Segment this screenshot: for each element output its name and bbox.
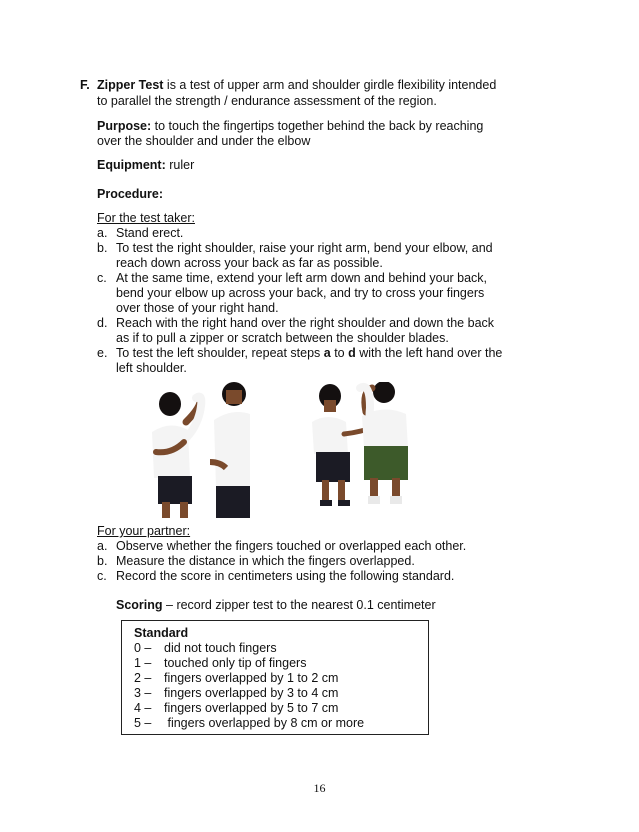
purpose-label: Purpose: xyxy=(97,119,152,133)
section-intro-line-2: to parallel the strength / endurance assessment of the region. xyxy=(97,94,437,108)
standard-row xyxy=(134,686,338,701)
list-item-label: e. xyxy=(97,346,108,360)
standard-description: did not touch fingers xyxy=(164,641,277,655)
step-ref-a: a xyxy=(323,346,331,360)
section-intro-line-1 xyxy=(97,78,496,93)
standard-row xyxy=(134,716,364,731)
list-item-text-post: with the left hand over the xyxy=(355,346,503,360)
scoring-text: – record zipper test to the nearest 0.1 centimeter xyxy=(162,598,436,612)
standard-title: Standard xyxy=(134,626,189,640)
list-item xyxy=(97,241,493,256)
list-item-text: At the same time, extend your left arm down and behind your back, xyxy=(116,271,488,285)
list-item-continuation: left shoulder. xyxy=(116,361,187,375)
purpose-line-2: over the shoulder and under the elbow xyxy=(97,134,311,148)
list-item xyxy=(97,226,183,241)
list-item xyxy=(97,271,487,286)
list-item-label: a. xyxy=(97,539,108,553)
list-item-label: c. xyxy=(97,569,107,583)
list-item-text-pre: To test the left shoulder, repeat steps xyxy=(116,346,324,360)
partner-heading: For your partner: xyxy=(97,524,191,538)
standard-description: fingers overlapped by 1 to 2 cm xyxy=(164,671,339,685)
standard-description: touched only tip of fingers xyxy=(164,656,307,670)
list-item-text: Stand erect. xyxy=(116,226,184,240)
list-item-label: b. xyxy=(97,554,108,568)
standard-score: 1 – xyxy=(134,656,152,670)
standard-description: fingers overlapped by 8 cm or more xyxy=(164,716,365,730)
standard-score: 5 – xyxy=(134,716,152,730)
standard-row xyxy=(134,641,277,656)
standard-description: fingers overlapped by 3 to 4 cm xyxy=(164,686,339,700)
standard-table xyxy=(121,620,429,735)
standard-score: 0 – xyxy=(134,641,152,655)
equipment-label: Equipment: xyxy=(97,158,166,172)
standard-score: 3 – xyxy=(134,686,152,700)
page-number: 16 xyxy=(313,781,326,795)
scoring-label: Scoring xyxy=(116,598,163,612)
list-item xyxy=(97,316,494,331)
equipment-line xyxy=(97,158,194,173)
equipment-value: ruler xyxy=(165,158,195,172)
list-item-text: Record the score in centimeters using the following standard. xyxy=(116,569,455,583)
list-item-text: Reach with the right hand over the right shoulder and down the back xyxy=(116,316,495,330)
procedure-label: Procedure: xyxy=(97,187,163,201)
list-item-label: a. xyxy=(97,226,108,240)
standard-row xyxy=(134,701,338,716)
list-item-continuation: bend your elbow up across your back, and try to cross your fingers xyxy=(116,286,485,300)
list-item-continuation: reach down across your back as far as possible. xyxy=(116,256,383,270)
purpose-line-1 xyxy=(97,119,483,134)
zipper-test-photo-2 xyxy=(310,382,414,510)
list-item-text: Measure the distance in which the fingers overlapped. xyxy=(116,554,415,568)
step-ref-d: d xyxy=(348,346,356,360)
standard-description: fingers overlapped by 5 to 7 cm xyxy=(164,701,339,715)
list-item-text: Observe whether the fingers touched or overlapped each other. xyxy=(116,539,467,553)
purpose-text-1: to touch the fingertips together behind the back by reaching xyxy=(151,119,484,133)
list-item-text: To test the right shoulder, raise your right arm, bend your elbow, and xyxy=(116,241,493,255)
standard-score: 2 – xyxy=(134,671,152,685)
list-item xyxy=(97,539,466,554)
list-item-label: c. xyxy=(97,271,107,285)
list-item-label: b. xyxy=(97,241,108,255)
list-item xyxy=(97,569,454,584)
list-item xyxy=(97,554,415,569)
list-item-label: d. xyxy=(97,316,108,330)
scoring-line xyxy=(116,598,436,613)
zipper-test-photo-1 xyxy=(146,382,250,518)
list-item xyxy=(97,346,502,361)
list-item-text-mid: to xyxy=(330,346,349,360)
standard-row xyxy=(134,671,338,686)
section-intro-1: is a test of upper arm and shoulder girdle flexibility intended xyxy=(163,78,497,92)
standard-row xyxy=(134,656,306,671)
test-taker-heading: For the test taker: xyxy=(97,211,195,225)
section-title: Zipper Test xyxy=(97,78,164,92)
standard-score: 4 – xyxy=(134,701,152,715)
list-item-continuation: over those of your right hand. xyxy=(116,301,279,315)
section-letter: F. xyxy=(80,78,90,92)
list-item-continuation: as if to pull a zipper or scratch between the shoulder blades. xyxy=(116,331,449,345)
